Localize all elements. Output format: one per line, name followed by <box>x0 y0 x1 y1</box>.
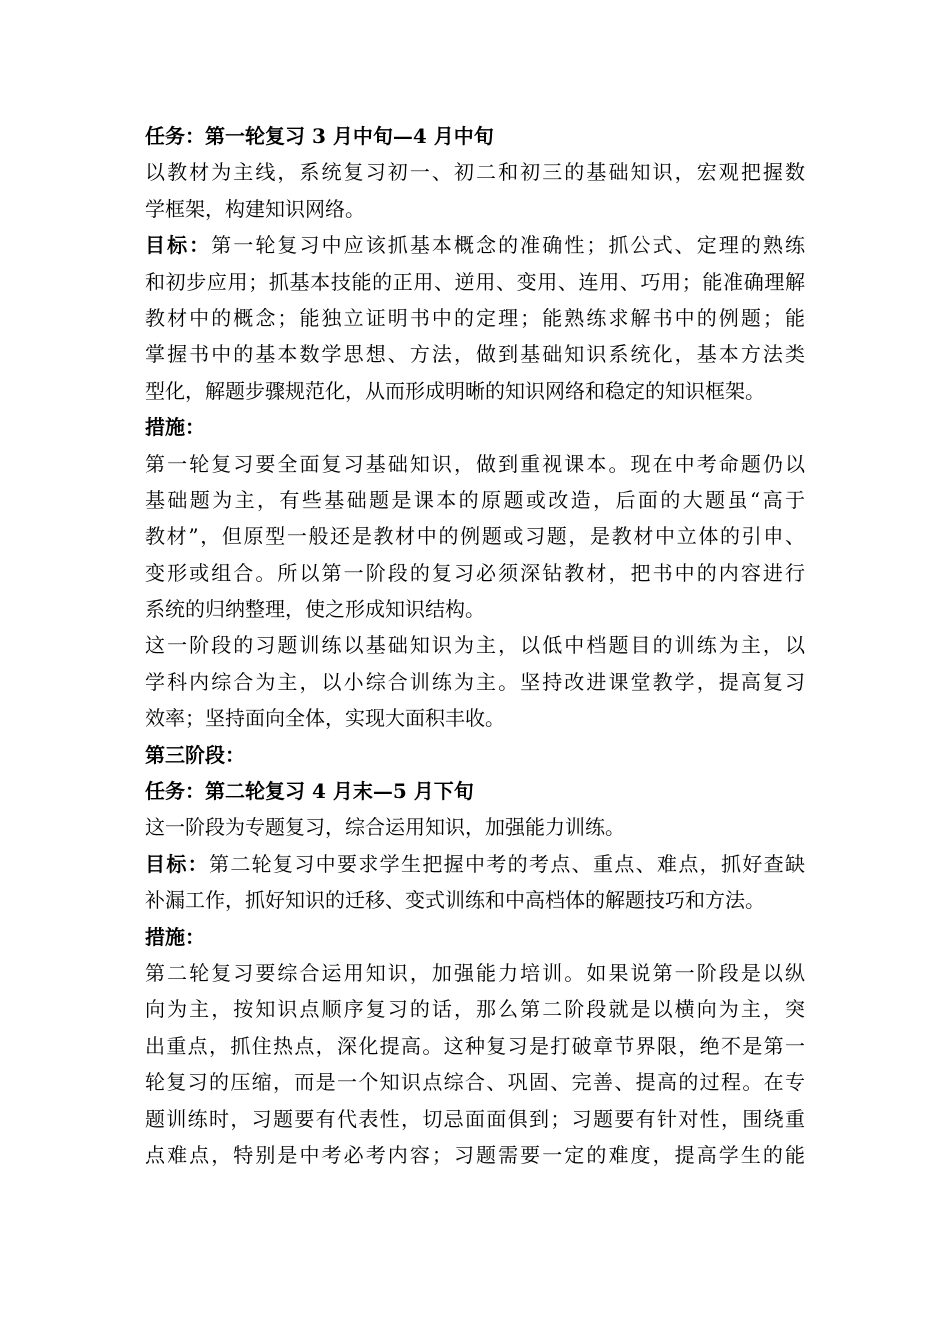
document-page <box>145 118 805 1173</box>
measure-line: 向为主，按知识点顺序复习的话，那么第二阶段就是以横向为主，突 <box>145 997 805 1022</box>
measure-line: 出重点，抓住热点，深化提高。这种复习是打破章节界限，绝不是第一 <box>145 1033 805 1058</box>
measure-line: 变形或组合。所以第一阶段的复习必须深钻教材，把书中的内容进行 <box>145 560 805 585</box>
goal-line: 掌握书中的基本数学思想、方法，做到基础知识系统化，基本方法类 <box>145 342 805 367</box>
task-text: 第二轮复习 4 月末—5 月下旬 <box>205 779 474 804</box>
task-text: 第一轮复习 3 月中旬—4 月中旬 <box>205 124 494 148</box>
goal-label: 目标： <box>145 233 212 258</box>
measure-line: 第二轮复习要综合运用知识，加强能力培训。如果说第一阶段是以纵 <box>145 960 805 985</box>
task-label: 任务： <box>145 124 205 148</box>
goal-line: 教材中的概念；能独立证明书中的定理；能熟练求解书中的例题；能 <box>145 305 805 330</box>
measure-label: 措施： <box>145 924 205 949</box>
goal-label: 目标： <box>145 851 209 876</box>
measure-line: 效率；坚持面向全体，实现大面积丰收。 <box>145 706 505 731</box>
goal-line: 和初步应用；抓基本技能的正用、逆用、变用、连用、巧用；能准确理解 <box>145 269 805 294</box>
measure-line: 题训练时，习题要有代表性，切忌面面俱到；习题要有针对性，围绕重 <box>145 1106 805 1131</box>
task-line <box>145 118 805 154</box>
task-desc-line: 学框架，构建知识网络。 <box>145 196 365 221</box>
measure-line: 第一轮复习要全面复习基础知识，做到重视课本。现在中考命题仍以 <box>145 451 805 476</box>
task-desc-line: 这一阶段为专题复习，综合运用知识，加强能力训练。 <box>145 815 625 840</box>
goal-text: 第二轮复习中要求学生把握中考的考点、重点、难点，抓好查缺 <box>209 851 805 876</box>
task-line <box>145 773 805 809</box>
measure-line: 轮复习的压缩，而是一个知识点综合、巩固、完善、提高的过程。在专 <box>145 1070 805 1095</box>
measure-label: 措施： <box>145 415 205 440</box>
goal-line: 型化，解题步骤规范化，从而形成明晰的知识网络和稳定的知识框架。 <box>145 378 765 403</box>
goal-text: 第一轮复习中应该抓基本概念的准确性；抓公式、定理的熟练 <box>211 233 806 258</box>
task-desc-line: 以教材为主线，系统复习初一、初二和初三的基础知识，宏观把握数 <box>145 160 805 185</box>
measure-line: 基础题为主，有些基础题是课本的原题或改造，后面的大题虽“高于 <box>145 487 805 512</box>
measure-line: 系统的归纳整理，使之形成知识结构。 <box>145 597 485 622</box>
stage-heading: 第三阶段： <box>145 742 245 767</box>
goal-line <box>145 227 805 263</box>
goal-line <box>145 846 805 882</box>
measure-line: 点难点，特别是中考必考内容；习题需要一定的难度，提高学生的能 <box>145 1142 805 1167</box>
task-label: 任务： <box>145 779 205 804</box>
measure-line: 学科内综合为主，以小综合训练为主。坚持改进课堂教学，提高复习 <box>145 669 805 694</box>
measure-line: 教材”，但原型一般还是教材中的例题或习题，是教材中立体的引申、 <box>145 524 805 549</box>
measure-line: 这一阶段的习题训练以基础知识为主，以低中档题目的训练为主，以 <box>145 633 805 658</box>
goal-line: 补漏工作，抓好知识的迁移、变式训练和中高档体的解题技巧和方法。 <box>145 888 765 913</box>
